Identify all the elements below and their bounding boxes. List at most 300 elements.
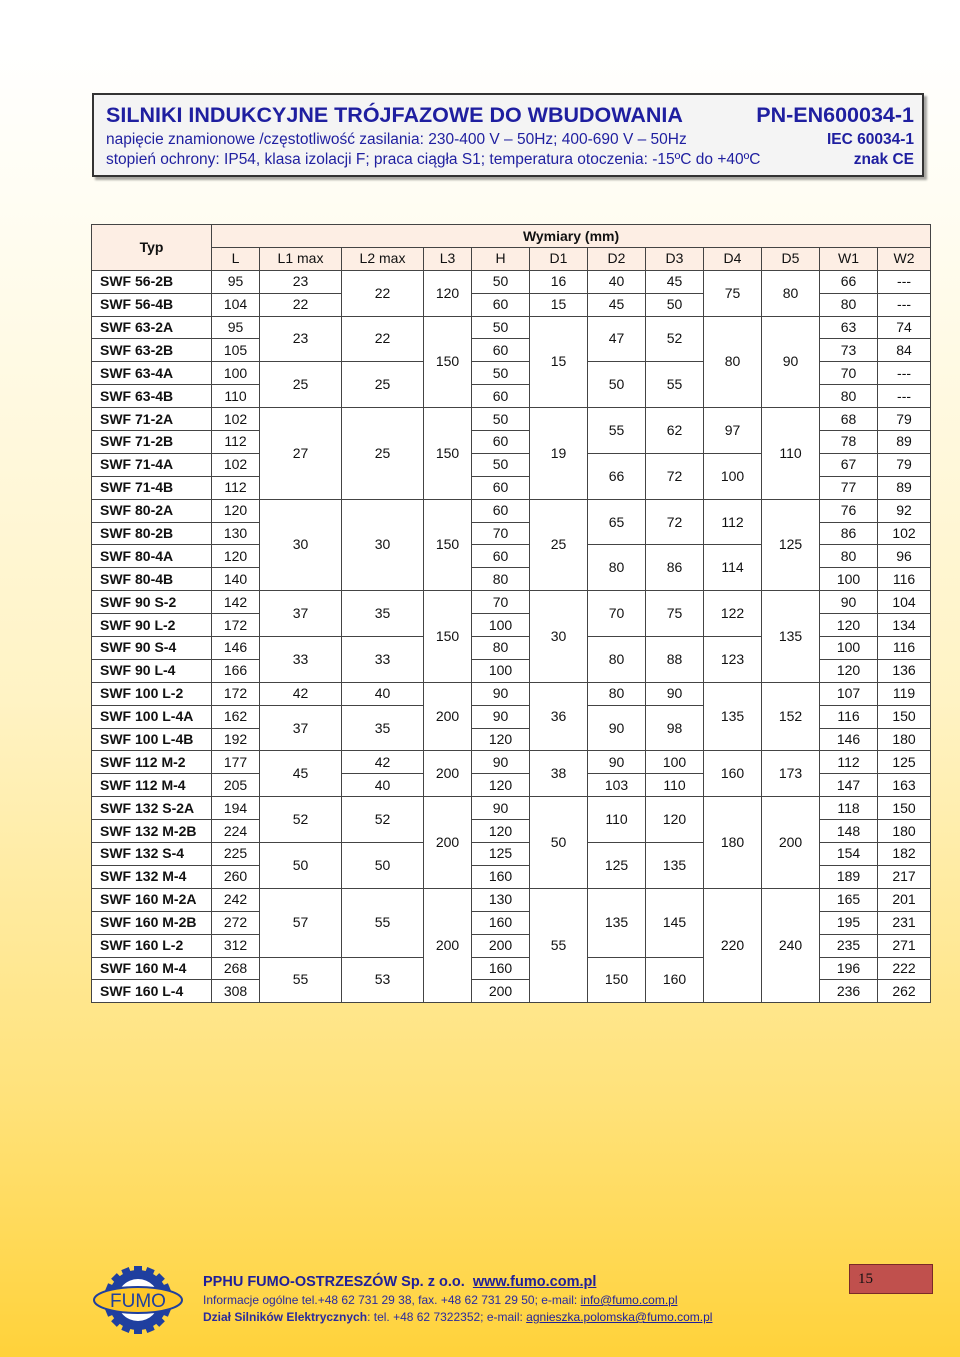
header-box [92,93,924,177]
table-cell: 42 [260,682,342,705]
motor-type-cell: SWF 100 L-4B [92,728,212,751]
table-cell: 217 [878,865,931,888]
table-cell: 120 [820,614,878,637]
table-cell: 50 [472,362,530,385]
table-cell: 135 [704,682,762,751]
table-cell: 120 [820,659,878,682]
table-cell: 142 [212,591,260,614]
table-cell: 231 [878,911,931,934]
table-cell: 120 [212,545,260,568]
table-cell: 148 [820,820,878,843]
table-cell: 78 [820,431,878,454]
table-body [92,270,931,1003]
table-cell: 66 [820,270,878,293]
table-cell: 260 [212,865,260,888]
table-cell: 200 [424,888,472,1002]
motor-type-cell: SWF 132 S-4 [92,843,212,866]
table-cell: 125 [762,499,820,591]
table-cell: 90 [472,705,530,728]
table-cell: 80 [704,316,762,408]
motor-type-cell: SWF 132 S-2A [92,797,212,820]
table-cell: 90 [588,751,646,774]
table-row [92,408,931,431]
table-cell: 125 [878,751,931,774]
table-cell: 120 [424,270,472,316]
table-cell: 45 [646,270,704,293]
table-cell: 80 [820,385,878,408]
table-cell: 201 [878,888,931,911]
table-cell: 68 [820,408,878,431]
table-cell: 110 [762,408,820,500]
table-cell: 123 [704,637,762,683]
table-cell: 242 [212,888,260,911]
table-cell: 60 [472,499,530,522]
table-cell: 110 [212,385,260,408]
table-cell: 122 [704,591,762,637]
table-cell: 130 [212,522,260,545]
table-cell: 40 [588,270,646,293]
table-cell: 38 [530,751,588,797]
table-cell: 80 [472,568,530,591]
table-cell: 140 [212,568,260,591]
table-cell: 105 [212,339,260,362]
table-cell: 160 [472,865,530,888]
table-cell: 80 [820,545,878,568]
table-cell: 116 [878,637,931,660]
table-cell: 33 [342,637,424,683]
table-cell: 200 [424,751,472,797]
table-cell: 60 [472,293,530,316]
company-name: PPHU FUMO-OSTRZESZÓW Sp. z o.o. [203,1274,465,1290]
table-cell: 112 [704,499,762,545]
table-cell: 50 [530,797,588,889]
table-cell: 102 [212,453,260,476]
table-cell: 165 [820,888,878,911]
table-cell: 200 [424,797,472,889]
dimensions-group-header: Wymiary (mm) [212,225,931,248]
table-cell: 60 [472,431,530,454]
table-cell: 97 [704,408,762,454]
motor-type-cell: SWF 63-4A [92,362,212,385]
table-cell: 72 [646,499,704,545]
motor-type-cell: SWF 71-4B [92,476,212,499]
column-header-row [92,247,931,270]
table-cell: 96 [878,545,931,568]
type-header: Typ [92,225,212,271]
table-cell: 52 [260,797,342,843]
table-cell: 200 [472,980,530,1003]
fumo-logo [92,1266,184,1334]
column-header: D1 [530,247,588,270]
table-cell: 262 [878,980,931,1003]
table-cell: 90 [472,682,530,705]
table-cell: 172 [212,614,260,637]
table-cell: 180 [878,820,931,843]
motor-type-cell: SWF 90 S-4 [92,637,212,660]
table-cell: 70 [472,522,530,545]
table-cell: 100 [820,637,878,660]
page-number: 15 [849,1264,933,1294]
table-cell: 145 [646,888,704,957]
table-cell: 136 [878,659,931,682]
website-link[interactable]: www.fumo.com.pl [472,1274,597,1290]
table-cell: 147 [820,774,878,797]
table-cell: --- [878,385,931,408]
table-cell: 100 [472,659,530,682]
table-cell: 67 [820,453,878,476]
motor-type-cell: SWF 160 M-2B [92,911,212,934]
table-cell: 50 [260,843,342,889]
table-cell: 222 [878,957,931,980]
column-header: L1 max [260,247,342,270]
table-cell: 110 [646,774,704,797]
table-cell: 116 [820,705,878,728]
table-cell: 272 [212,911,260,934]
table-cell: 27 [260,408,342,500]
table-row [92,499,931,522]
table-cell: 88 [646,637,704,683]
motor-type-cell: SWF 112 M-2 [92,751,212,774]
table-cell: 173 [762,751,820,797]
motor-type-cell: SWF 56-2B [92,270,212,293]
table-cell: 205 [212,774,260,797]
table-cell: 23 [260,270,342,293]
protection-info: stopień ochrony: IP54, klasa izolacji F; praca ciągła S1; temperatura otoczenia: -15ºC do +40ºC [106,151,761,168]
motor-type-cell: SWF 80-4B [92,568,212,591]
table-cell: 146 [212,637,260,660]
table-cell: 80 [762,270,820,316]
table-cell: 268 [212,957,260,980]
table-cell: 90 [646,682,704,705]
table-cell: 160 [472,911,530,934]
table-cell: 90 [820,591,878,614]
header-line-3 [106,151,914,169]
table-cell: 135 [762,591,820,683]
table-cell: 112 [212,476,260,499]
table-cell: 125 [472,843,530,866]
table-cell: 15 [530,293,588,316]
table-cell: 25 [342,362,424,408]
iec-standard: IEC 60034-1 [826,131,914,148]
table-cell: 33 [260,637,342,683]
table-cell: 22 [342,270,424,316]
table-cell: 63 [820,316,878,339]
table-cell: 180 [704,797,762,889]
motor-type-cell: SWF 160 L-4 [92,980,212,1003]
table-cell: 150 [588,957,646,1003]
motor-type-cell: SWF 63-4B [92,385,212,408]
table-cell: 50 [472,316,530,339]
general-info-line [203,1293,843,1307]
table-cell: 72 [646,453,704,499]
table-cell: 80 [588,682,646,705]
table-cell: 52 [646,316,704,362]
table-cell: 60 [472,476,530,499]
table-cell: 35 [342,705,424,751]
table-cell: 102 [878,522,931,545]
table-cell: 15 [530,316,588,408]
column-header: L [212,247,260,270]
table-cell: 30 [342,499,424,591]
department-contact: : tel. +48 62 7322352; e-mail: [367,1310,527,1324]
table-cell: 50 [342,843,424,889]
department-email-link[interactable]: agnieszka.polomska@fumo.com.pl [526,1310,713,1324]
table-cell: 76 [820,499,878,522]
table-cell: 192 [212,728,260,751]
table-cell: 57 [260,888,342,957]
table-cell: 180 [878,728,931,751]
motor-type-cell: SWF 160 M-2A [92,888,212,911]
table-cell: 80 [820,293,878,316]
dimensions-table [91,224,931,1003]
table-cell: 92 [878,499,931,522]
table-cell: 160 [472,957,530,980]
table-cell: 196 [820,957,878,980]
table-cell: 110 [588,797,646,843]
table-cell: 55 [260,957,342,1003]
motor-type-cell: SWF 80-4A [92,545,212,568]
table-cell: 36 [530,682,588,751]
table-cell: 25 [260,362,342,408]
department-label: Dział Silników Elektrycznych [203,1310,368,1324]
table-cell: 150 [424,591,472,683]
table-cell: 163 [878,774,931,797]
table-cell: 37 [260,591,342,637]
company-line [203,1274,843,1290]
motor-type-cell: SWF 80-2A [92,499,212,522]
table-cell: 107 [820,682,878,705]
table-cell: 84 [878,339,931,362]
table-row [92,797,931,820]
logo-text: FUMO [110,1291,166,1312]
table-cell: 90 [588,705,646,751]
table-cell: 60 [472,385,530,408]
table-cell: --- [878,270,931,293]
table-cell: 312 [212,934,260,957]
table-cell: --- [878,293,931,316]
table-cell: 55 [342,888,424,957]
table-cell: 55 [646,362,704,408]
table-cell: 120 [212,499,260,522]
table-cell: 62 [646,408,704,454]
table-cell: 162 [212,705,260,728]
table-cell: 130 [472,888,530,911]
table-cell: 100 [820,568,878,591]
table-cell: 177 [212,751,260,774]
column-header: L2 max [342,247,424,270]
standard-number: PN-EN600034-1 [756,103,914,127]
table-cell: 80 [472,637,530,660]
table-cell: 90 [472,751,530,774]
table-cell: 112 [212,431,260,454]
table-row [92,316,931,339]
table-cell: 95 [212,270,260,293]
table-cell: 22 [260,293,342,316]
table-cell: 150 [424,408,472,500]
table-cell: 100 [472,614,530,637]
department-line [203,1310,843,1324]
table-cell: 200 [424,682,472,751]
table-cell: 160 [704,751,762,797]
table-row [92,591,931,614]
table-cell: 79 [878,453,931,476]
table-cell: 114 [704,545,762,591]
table-cell: 89 [878,431,931,454]
table-cell: 150 [878,797,931,820]
motor-type-cell: SWF 63-2A [92,316,212,339]
table-cell: 53 [342,957,424,1003]
table-cell: 195 [820,911,878,934]
table-cell: 89 [878,476,931,499]
table-cell: 125 [588,843,646,889]
table-cell: 73 [820,339,878,362]
table-cell: 120 [472,728,530,751]
table-cell: 35 [342,591,424,637]
table-cell: 52 [342,797,424,843]
table-cell: 70 [588,591,646,637]
column-header: D4 [704,247,762,270]
table-cell: 60 [472,545,530,568]
table-cell: 90 [762,316,820,408]
table-cell: 166 [212,659,260,682]
table-cell: 37 [260,705,342,751]
table-cell: 194 [212,797,260,820]
column-header: W1 [820,247,878,270]
table-cell: 66 [588,453,646,499]
table-cell: 16 [530,270,588,293]
motor-type-cell: SWF 71-2B [92,431,212,454]
table-cell: 220 [704,888,762,1002]
table-cell: 103 [588,774,646,797]
table-cell: 116 [878,568,931,591]
motor-type-cell: SWF 100 L-2 [92,682,212,705]
table-cell: 80 [588,545,646,591]
motor-type-cell: SWF 100 L-4A [92,705,212,728]
motor-type-cell: SWF 90 S-2 [92,591,212,614]
table-cell: 112 [820,751,878,774]
table-cell: 146 [820,728,878,751]
motor-type-cell: SWF 132 M-2B [92,820,212,843]
column-header: D5 [762,247,820,270]
ce-mark: znak CE [853,151,914,168]
table-cell: 40 [342,774,424,797]
column-header: H [472,247,530,270]
table-cell: 150 [424,499,472,591]
table-cell: 119 [878,682,931,705]
footer-contact [203,1274,843,1324]
table-cell: 50 [472,453,530,476]
motor-type-cell: SWF 71-4A [92,453,212,476]
table-cell: 120 [646,797,704,843]
table-cell: 55 [588,408,646,454]
table-row [92,270,931,293]
table-cell: 90 [472,797,530,820]
motor-type-cell: SWF 80-2B [92,522,212,545]
info-email-link[interactable]: info@fumo.com.pl [580,1293,678,1307]
table-cell: 135 [646,843,704,889]
table-cell: 152 [762,682,820,751]
motor-type-cell: SWF 90 L-2 [92,614,212,637]
voltage-info: napięcie znamionowe /częstotliwość zasilania: 230-400 V – 50Hz; 400-690 V – 50Hz [106,131,687,148]
table-cell: 22 [342,316,424,362]
motor-type-cell: SWF 56-4B [92,293,212,316]
table-cell: 308 [212,980,260,1003]
table-cell: 25 [530,499,588,591]
table-cell: 235 [820,934,878,957]
motor-type-cell: SWF 71-2A [92,408,212,431]
column-header: W2 [878,247,931,270]
table-cell: 30 [260,499,342,591]
table-cell: 224 [212,820,260,843]
table-cell: 135 [588,888,646,957]
table-cell: 200 [762,797,820,889]
table-cell: 74 [878,316,931,339]
table-cell: 65 [588,499,646,545]
column-header: D3 [646,247,704,270]
table-cell: 60 [472,339,530,362]
table-cell: 70 [472,591,530,614]
table-cell: 40 [342,682,424,705]
table-cell: 225 [212,843,260,866]
table-cell: 150 [424,316,472,408]
motor-type-cell: SWF 63-2B [92,339,212,362]
general-info-text: Informacje ogólne tel.+48 62 731 29 38, fax. +48 62 731 29 50; e-mail: [203,1293,581,1307]
motor-type-cell: SWF 112 M-4 [92,774,212,797]
table-cell: 236 [820,980,878,1003]
table-cell: 271 [878,934,931,957]
table-cell: --- [878,362,931,385]
table-cell: 118 [820,797,878,820]
column-header: D2 [588,247,646,270]
table-cell: 19 [530,408,588,500]
motor-type-cell: SWF 90 L-4 [92,659,212,682]
table-cell: 104 [212,293,260,316]
table-cell: 50 [472,408,530,431]
table-cell: 189 [820,865,878,888]
table-cell: 77 [820,476,878,499]
table-cell: 102 [212,408,260,431]
table-cell: 86 [820,522,878,545]
table-cell: 45 [260,751,342,797]
table-cell: 86 [646,545,704,591]
table-cell: 98 [646,705,704,751]
table-cell: 75 [704,270,762,316]
table-cell: 47 [588,316,646,362]
table-cell: 150 [878,705,931,728]
table-cell: 160 [646,957,704,1003]
header-line-2 [106,131,914,149]
table-cell: 100 [704,453,762,499]
table-cell: 25 [342,408,424,500]
table-cell: 172 [212,682,260,705]
table-row [92,888,931,911]
document-title: SILNIKI INDUKCYJNE TRÓJFAZOWE DO WBUDOWANIA [106,103,683,127]
table-cell: 120 [472,820,530,843]
motor-type-cell: SWF 132 M-4 [92,865,212,888]
motor-type-cell: SWF 160 L-2 [92,934,212,957]
table-cell: 100 [212,362,260,385]
header-title-line [106,103,914,128]
table-cell: 240 [762,888,820,1002]
table-cell: 154 [820,843,878,866]
table-cell: 134 [878,614,931,637]
table-row [92,682,931,705]
table-cell: 75 [646,591,704,637]
table-cell: 50 [646,293,704,316]
table-cell: 42 [342,751,424,774]
table-cell: 104 [878,591,931,614]
table-cell: 50 [472,270,530,293]
